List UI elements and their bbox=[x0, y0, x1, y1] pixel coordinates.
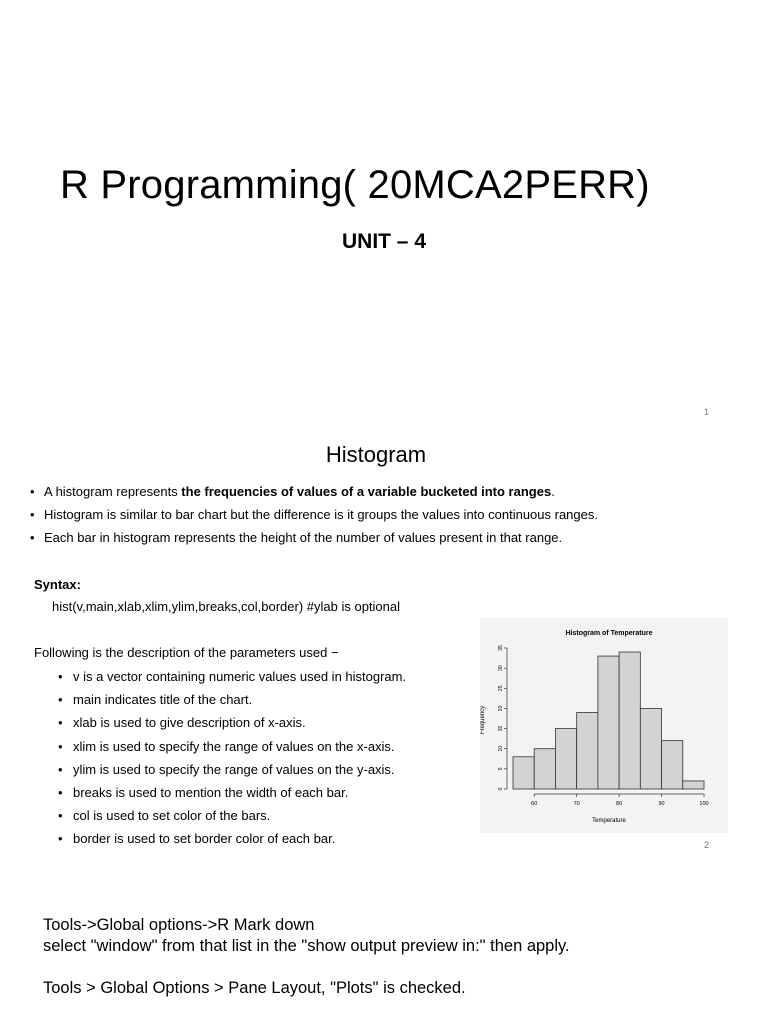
y-tick-label: 0 bbox=[498, 787, 504, 791]
x-tick-label: 80 bbox=[616, 801, 623, 807]
param-item: • col is used to set color of the bars. bbox=[58, 806, 406, 829]
y-tick-label: 10 bbox=[498, 745, 504, 752]
syntax-label: Syntax: bbox=[34, 577, 81, 592]
section-title: Histogram bbox=[325, 442, 427, 467]
x-tick-label: 90 bbox=[658, 801, 665, 807]
param-item: • ylim is used to specify the range of values on the y-axis. bbox=[58, 760, 406, 783]
x-tick-label: 100 bbox=[699, 801, 709, 807]
params-intro: Following is the description of the parameters used − bbox=[34, 645, 339, 660]
histogram-bar bbox=[577, 712, 598, 789]
y-tick-label: 20 bbox=[498, 705, 504, 712]
x-tick-label: 60 bbox=[531, 801, 538, 807]
page-number: 2 bbox=[704, 840, 710, 850]
histogram-bar bbox=[619, 652, 640, 789]
intro-bullet-list bbox=[30, 482, 598, 551]
histogram-bar bbox=[513, 757, 534, 789]
y-axis-label: Frequency bbox=[480, 705, 486, 735]
histogram-chart bbox=[480, 618, 728, 833]
y-tick-label: 15 bbox=[498, 725, 504, 732]
histogram-bar bbox=[555, 729, 576, 789]
histogram-bar bbox=[683, 781, 704, 789]
note-line: Tools > Global Options > Pane Layout, "Plots" is checked. bbox=[43, 979, 466, 997]
slide-title: R Programming( 20MCA2PERR) bbox=[60, 163, 650, 207]
x-tick-label: 70 bbox=[573, 801, 580, 807]
param-item: • main indicates title of the chart. bbox=[58, 690, 406, 713]
bullet-item: • Histogram is similar to bar chart but the difference is it groups the values into continuous ranges. bbox=[30, 505, 598, 528]
page-number: 1 bbox=[704, 407, 710, 417]
param-item: • breaks is used to mention the width of each bar. bbox=[58, 783, 406, 806]
notes-block bbox=[43, 915, 570, 999]
note-line: Tools->Global options->R Mark down bbox=[43, 916, 315, 934]
slide-subtitle: UNIT – 4 bbox=[341, 230, 427, 253]
syntax-code: hist(v,main,xlab,xlim,ylim,breaks,col,border) #ylab is optional bbox=[52, 599, 400, 614]
params-list bbox=[58, 667, 406, 853]
histogram-bar bbox=[598, 656, 619, 789]
param-item: • v is a vector containing numeric values used in histogram. bbox=[58, 667, 406, 690]
param-item: • xlab is used to give description of x-axis. bbox=[58, 713, 406, 736]
y-tick-label: 35 bbox=[498, 645, 504, 651]
histogram-bar bbox=[534, 749, 555, 789]
histogram-svg bbox=[480, 618, 728, 833]
bullet-item: • Each bar in histogram represents the height of the number of values present in that range. bbox=[30, 528, 598, 551]
note-line: select "window" from that list in the "show output preview in:" then apply. bbox=[43, 937, 570, 955]
param-item: • border is used to set border color of each bar. bbox=[58, 829, 406, 852]
chart-title: Histogram of Temperature bbox=[565, 630, 653, 637]
note-line bbox=[43, 957, 570, 978]
bullet-item: • A histogram represents the frequencies of values of a variable bucketed into ranges. bbox=[30, 482, 598, 505]
histogram-bar bbox=[662, 741, 683, 789]
x-axis-label: Temperature bbox=[592, 818, 626, 824]
param-item: • xlim is used to specify the range of values on the x-axis. bbox=[58, 737, 406, 760]
y-tick-label: 30 bbox=[498, 665, 504, 671]
histogram-bar bbox=[640, 708, 661, 789]
y-tick-label: 5 bbox=[498, 767, 504, 771]
y-tick-label: 25 bbox=[498, 685, 504, 692]
